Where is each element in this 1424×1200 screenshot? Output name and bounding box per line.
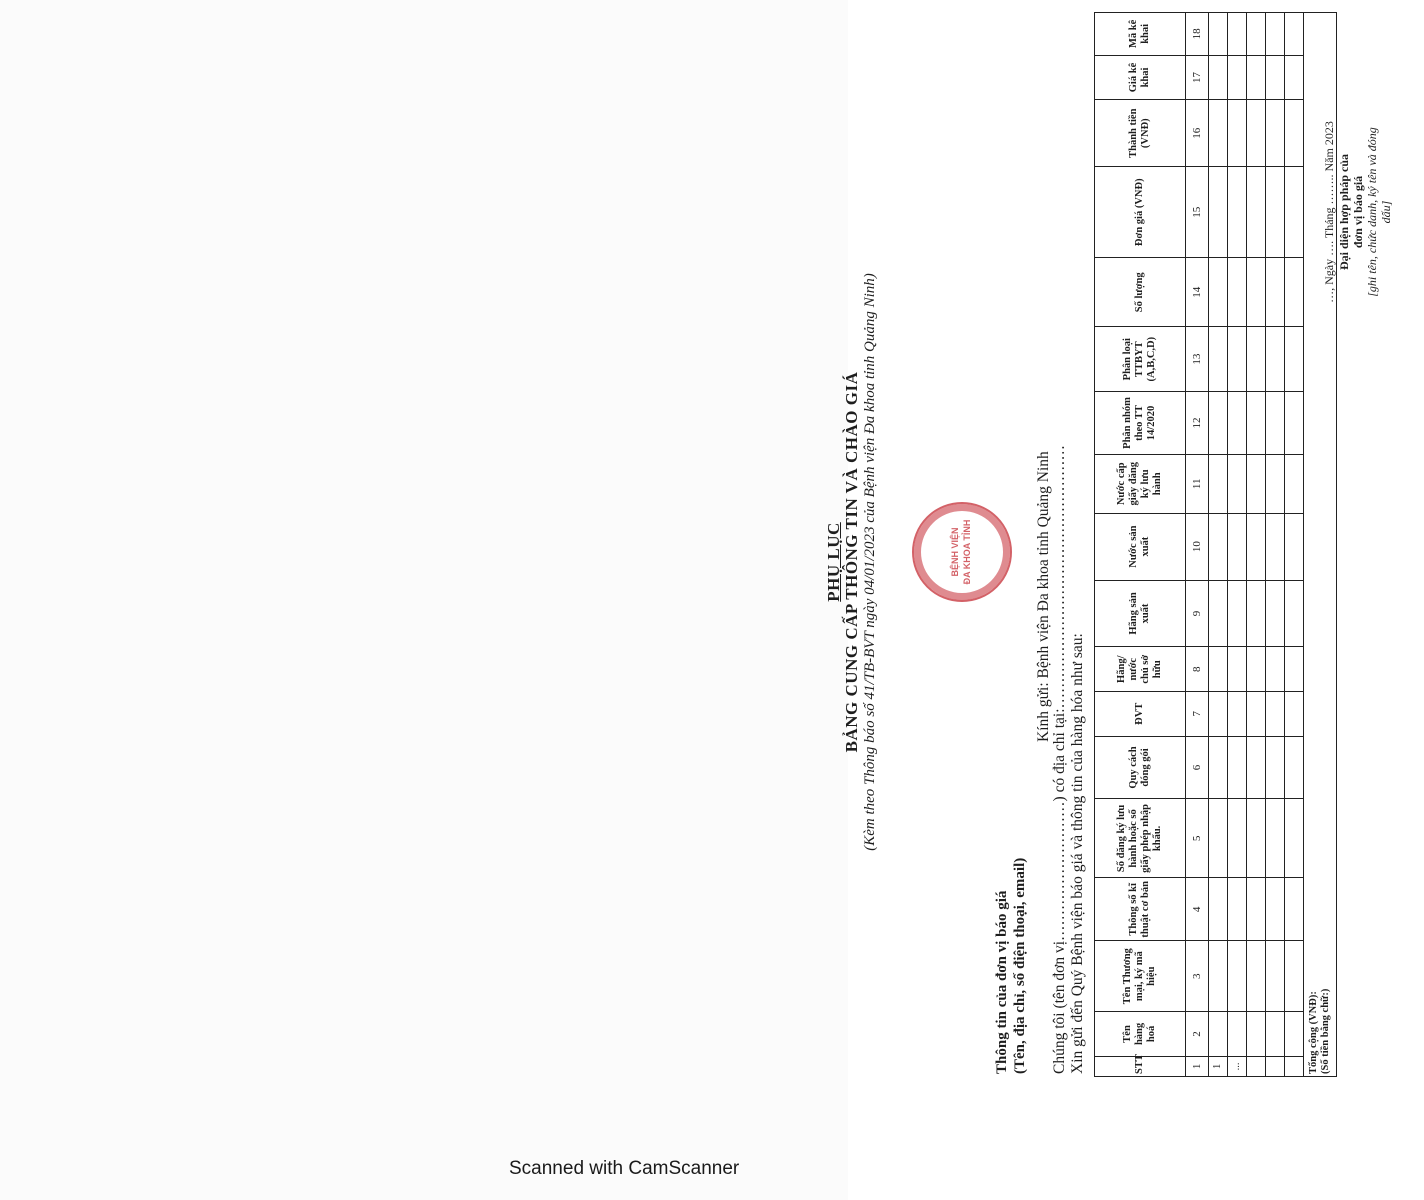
table-cell [1247, 878, 1266, 941]
table-cell [1285, 799, 1304, 878]
table-cell [1209, 13, 1228, 56]
table-cell [1228, 100, 1247, 167]
column-header: Số lượng [1095, 258, 1186, 327]
column-number: 4 [1186, 878, 1209, 941]
table-cell [1228, 13, 1247, 56]
table-row [1247, 13, 1266, 1077]
table-cell [1247, 941, 1266, 1012]
table-row [1228, 13, 1247, 1077]
appendix-title: PHỤ LỤC [824, 522, 843, 602]
table-cell [1266, 1012, 1285, 1057]
table-row [1209, 13, 1228, 1077]
camscanner-watermark: Scanned with CamScanner [509, 1158, 740, 1179]
column-number: 16 [1186, 100, 1209, 167]
column-number: 2 [1186, 1012, 1209, 1057]
table-cell [1266, 167, 1285, 258]
column-number: 3 [1186, 941, 1209, 1012]
column-header: Hãng/ nước chủ sở hữu [1095, 647, 1186, 692]
column-number: 8 [1186, 647, 1209, 692]
column-number: 6 [1186, 736, 1209, 799]
table-cell [1266, 100, 1285, 167]
table-cell [1285, 580, 1304, 647]
form-title: BẢNG CUNG CẤP THÔNG TIN VÀ CHÀO GIÁ [842, 371, 861, 753]
table-cell [1285, 692, 1304, 737]
table-cell [1247, 692, 1266, 737]
column-number: 7 [1186, 692, 1209, 737]
table-cell [1285, 513, 1304, 580]
table-cell [1228, 258, 1247, 327]
column-number: 18 [1186, 13, 1209, 56]
table-cell [1209, 167, 1228, 258]
table-cell [1285, 1012, 1304, 1057]
table-cell [1247, 647, 1266, 692]
table-cell [1209, 100, 1228, 167]
table-cell [1285, 327, 1304, 392]
table-cell [1228, 55, 1247, 100]
table-cell [1209, 736, 1228, 799]
signature-role-line: Đại diện hợp pháp của [1337, 153, 1351, 271]
column-number-row [1186, 13, 1209, 1077]
table-cell [1247, 1056, 1266, 1076]
table-cell [1266, 392, 1285, 455]
table-cell [1228, 878, 1247, 941]
table-cell [1228, 799, 1247, 878]
table-cell [1247, 55, 1266, 100]
table-cell [1247, 258, 1266, 327]
table-cell [1209, 878, 1228, 941]
signature-note-line: [ghi tên, chức danh, ký tên và đóng [1365, 127, 1379, 297]
table-cell [1209, 799, 1228, 878]
table-cell [1209, 392, 1228, 455]
table-cell [1266, 1056, 1285, 1076]
table-cell [1209, 941, 1228, 1012]
table-cell [1285, 258, 1304, 327]
table-cell [1285, 392, 1304, 455]
form-subtitle: (Kèm theo Thông báo số 41/TB-BVT ngày 04/01/2023 của Bệnh viện Đa khoa tỉnh Quảng Ninh) [862, 273, 878, 851]
column-header: Thành tiền (VNĐ) [1095, 100, 1186, 167]
column-header: Phân nhóm theo TT 14/2020 [1095, 392, 1186, 455]
table-cell [1228, 692, 1247, 737]
table-cell [1266, 941, 1285, 1012]
table-cell [1247, 736, 1266, 799]
table-cell [1285, 55, 1304, 100]
table-cell [1266, 258, 1285, 327]
column-number: 17 [1186, 55, 1209, 100]
column-header: Mã kê khai [1095, 13, 1186, 56]
table-cell [1266, 692, 1285, 737]
hospital-stamp [912, 502, 1012, 602]
table-cell [1247, 100, 1266, 167]
table-cell [1228, 454, 1247, 513]
table-cell [1285, 736, 1304, 799]
table-cell [1228, 580, 1247, 647]
table-cell [1266, 13, 1285, 56]
stamp-text: ĐA KHOA TỈNH [962, 519, 972, 585]
table-body [1209, 13, 1304, 1077]
table-cell [1266, 580, 1285, 647]
table-cell [1228, 392, 1247, 455]
table-cell [1228, 1012, 1247, 1057]
table-cell [1209, 647, 1228, 692]
table-cell [1247, 167, 1266, 258]
column-number: 15 [1186, 167, 1209, 258]
signature-date-line: …, Ngày …. Tháng …….. Năm 2023 [1322, 121, 1336, 303]
table-cell [1247, 580, 1266, 647]
column-number: 13 [1186, 327, 1209, 392]
table-cell [1285, 647, 1304, 692]
table-cell [1228, 513, 1247, 580]
column-header: Quy cách đóng gói [1095, 736, 1186, 799]
table-cell [1247, 1012, 1266, 1057]
table-cell [1247, 327, 1266, 392]
column-number: 9 [1186, 580, 1209, 647]
table-cell [1285, 167, 1304, 258]
column-header: Phân loại TTBYT (A,B,C,D) [1095, 327, 1186, 392]
column-number: 10 [1186, 513, 1209, 580]
table-cell [1247, 13, 1266, 56]
vendor-info-heading: Thông tin của đơn vị báo giá [994, 890, 1010, 1074]
table-cell [1285, 13, 1304, 56]
table-cell [1285, 100, 1304, 167]
table-cell [1247, 513, 1266, 580]
signature-role-line: đơn vị báo giá [1351, 175, 1365, 249]
column-header: Nước cấp giấy đăng ký lưu hành [1095, 454, 1186, 513]
table-cell [1266, 454, 1285, 513]
rotated-document [784, 2, 1424, 1122]
table-cell [1209, 692, 1228, 737]
table-cell [1266, 513, 1285, 580]
addressee-line: Kính gửi: Bệnh viện Đa khoa tỉnh Quảng Ninh [1035, 451, 1052, 742]
table-cell [1209, 513, 1228, 580]
table-cell [1209, 1012, 1228, 1057]
column-header: Thông số kĩ thuật cơ bản [1095, 878, 1186, 941]
table-header-row [1095, 13, 1186, 1077]
table-cell [1266, 327, 1285, 392]
signature-note-line: dấu] [1379, 200, 1393, 224]
table-cell [1228, 736, 1247, 799]
total-in-words-label: (Số tiền bằng chữ:) [1320, 988, 1331, 1074]
table-cell [1228, 327, 1247, 392]
total-label: Tổng cộng (VNĐ): [1307, 991, 1319, 1074]
table-cell [1209, 258, 1228, 327]
table-cell: ... [1228, 1056, 1247, 1076]
table-cell [1266, 799, 1285, 878]
table-cell [1228, 647, 1247, 692]
table-cell [1285, 454, 1304, 513]
column-header: Tên hàng hoá [1095, 1012, 1186, 1057]
quotation-table [1094, 12, 1337, 1077]
column-header: Đơn giá (VNĐ) [1095, 167, 1186, 258]
table-cell [1266, 55, 1285, 100]
table-cell [1228, 167, 1247, 258]
table-cell [1247, 454, 1266, 513]
table-row [1266, 13, 1285, 1077]
column-number: 1 [1186, 1056, 1209, 1076]
column-header: ĐVT [1095, 692, 1186, 737]
stamp-text: BỆNH VIỆN [950, 527, 960, 577]
table-cell: 1 [1209, 1056, 1228, 1076]
table-cell [1266, 878, 1285, 941]
column-number: 11 [1186, 454, 1209, 513]
table-cell [1247, 392, 1266, 455]
table-row [1285, 13, 1304, 1077]
column-header: Nước sản xuất [1095, 513, 1186, 580]
table-cell [1228, 941, 1247, 1012]
column-header: STT [1095, 1056, 1186, 1076]
column-number: 5 [1186, 799, 1209, 878]
table-cell [1209, 55, 1228, 100]
intro-line: Xin gửi đến Quý Bệnh viện báo giá và thông tin của hàng hóa như sau: [1069, 633, 1086, 1074]
column-header: Giá kê khai [1095, 55, 1186, 100]
column-header: Hãng sản xuất [1095, 580, 1186, 647]
table-cell [1209, 580, 1228, 647]
table-cell [1247, 799, 1266, 878]
column-header: Số đăng ký lưu hành hoặc số giấy phép nhập khẩu. [1095, 799, 1186, 878]
table-cell [1285, 878, 1304, 941]
table-cell [1285, 1056, 1304, 1076]
column-number: 12 [1186, 392, 1209, 455]
table-cell [1266, 736, 1285, 799]
vendor-info-subheading: (Tên, địa chỉ, số điện thoại, email) [1012, 857, 1028, 1074]
column-number: 14 [1186, 258, 1209, 327]
vendor-address-line: Chúng tôi (tên đơn vị………………………) có địa chỉ tại:…………………………………………… [1051, 444, 1068, 1074]
table-cell [1266, 647, 1285, 692]
column-header: Tên Thương mại, ký mã hiệu [1095, 941, 1186, 1012]
table-cell [1209, 454, 1228, 513]
table-cell [1285, 941, 1304, 1012]
table-cell [1209, 327, 1228, 392]
